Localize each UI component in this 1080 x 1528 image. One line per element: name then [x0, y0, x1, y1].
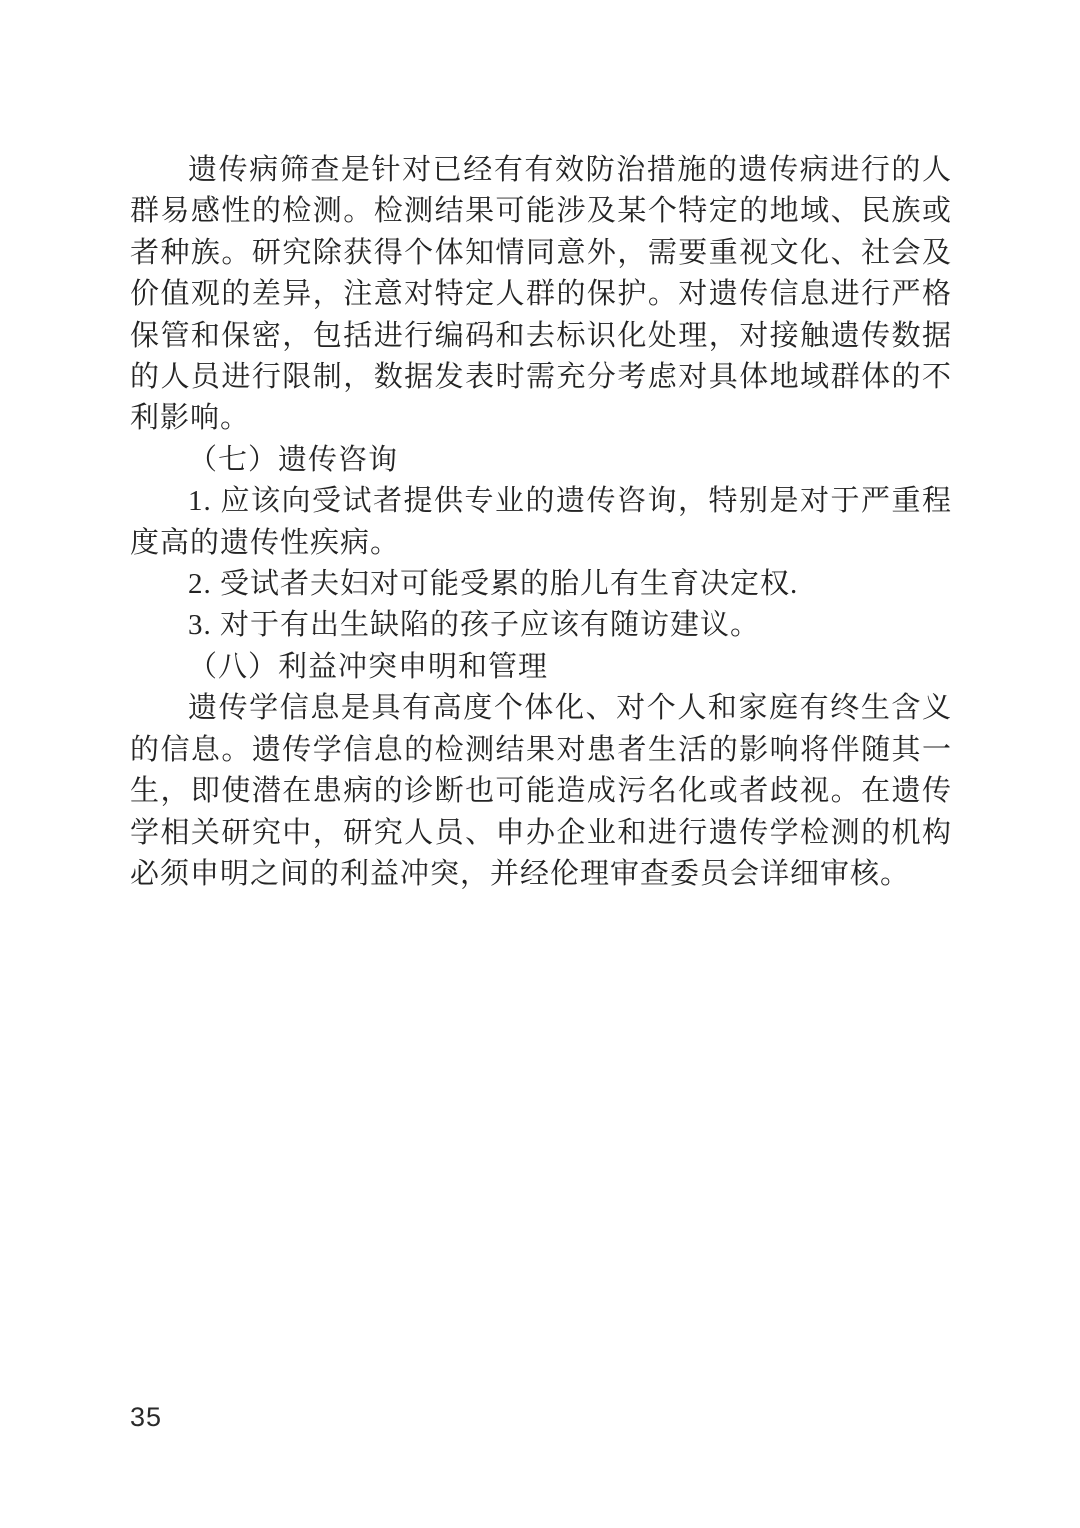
paragraph-list-item: 2. 受试者夫妇对可能受累的胎儿有生育决定权. [188, 568, 799, 601]
paragraph-body: 遗传学信息是具有高度个体化、对个人和家庭有终生含义的信息。遗传学信息的检测结果对患者生活的影响将伴随其一生，即使潜在患病的诊断也可能造成污名化或者歧视。在遗传学相关研究中，研究人员、申办企业和进行遗传学检测的机构必须申明之间的利益冲突，并经伦理审查委员会详细审核。 [130, 692, 952, 890]
paragraph-list-item: 1. 应该向受试者提供专业的遗传咨询，特别是对于严重程度高的遗传性疾病。 [130, 485, 952, 559]
text-block [130, 150, 952, 895]
paragraph-list-item: 3. 对于有出生缺陷的孩子应该有随访建议。 [188, 609, 761, 642]
paragraph-heading: （七）遗传咨询 [188, 443, 399, 476]
page-number: 35 [130, 1402, 163, 1432]
paragraph-heading: （八）利益冲突申明和管理 [188, 650, 549, 683]
paragraph-body: 遗传病筛查是针对已经有有效防治措施的遗传病进行的人群易感性的检测。检测结果可能涉及某个特定的地域、民族或者种族。研究除获得个体知情同意外，需要重视文化、社会及价值观的差异，注意对特定人群的保护。对遗传信息进行严格保管和保密，包括进行编码和去标识化处理，对接触遗传数据的人员进行限制，数据发表时需充分考虑对具体地域群体的不利影响。 [130, 154, 952, 435]
